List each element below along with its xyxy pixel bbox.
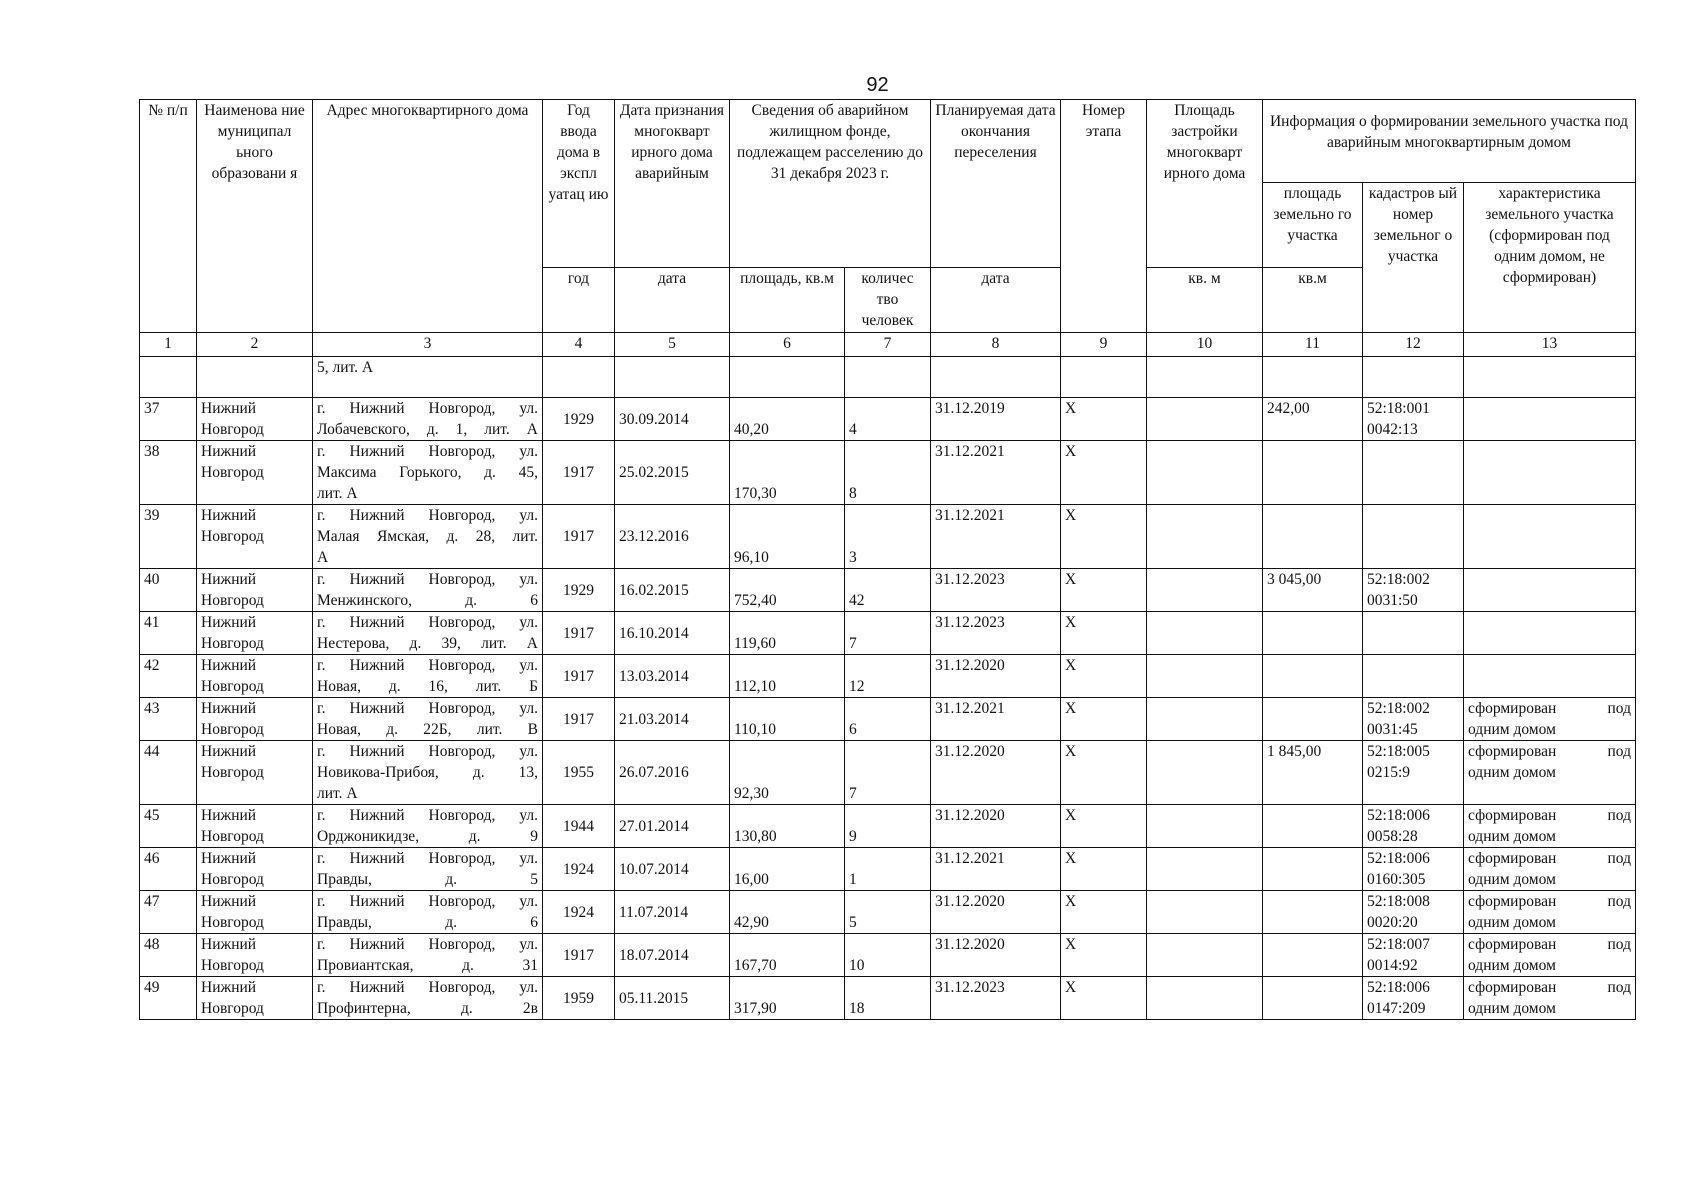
row-number: 48 [140,934,197,977]
header-num: № п/п [140,100,197,333]
header-land-characteristic: характеристика земельного участка (сформирован под одним домом, не сформирован) [1464,183,1636,333]
row-recognition-date: 16.10.2014 [615,612,730,655]
row-address: г. Нижний Новгород, ул. Максима Горького, д. 45, лит. А [313,441,543,505]
row-planned-date: 31.12.2020 [931,934,1061,977]
header-unit-year: год [543,268,615,333]
row-planned-date: 31.12.2019 [931,398,1061,441]
row-cadastral [1363,655,1464,698]
row-municipality: Нижний Новгород [197,655,313,698]
row-recognition-date: 13.03.2014 [615,655,730,698]
row-stage: Х [1061,398,1147,441]
header-planned-date: Планируемая дата окончания переселения [931,100,1061,268]
row-address: г. Нижний Новгород, ул. Новая, д. 22Б, лит. В [313,698,543,741]
table-row [140,441,1636,505]
row-built-area [1147,569,1263,612]
row-cadastral: 52:18:006 0058:28 [1363,805,1464,848]
row-cadastral [1363,441,1464,505]
row-recognition-date: 16.02.2015 [615,569,730,612]
row-municipality: Нижний Новгород [197,569,313,612]
row-year: 1959 [543,977,615,1020]
row-people: 4 [845,398,931,441]
row-people: 42 [845,569,931,612]
row-planned-date: 31.12.2021 [931,505,1061,569]
row-recognition-date: 05.11.2015 [615,977,730,1020]
row-municipality: Нижний Новгород [197,848,313,891]
row-stage: Х [1061,505,1147,569]
row-municipality: Нижний Новгород [197,805,313,848]
row-number: 43 [140,698,197,741]
row-land-characteristic: сформирован под одним домом [1464,977,1636,1020]
header-year: Год ввода дома в экспл уатац ию [543,100,615,268]
row-address: г. Нижний Новгород, ул. Правды, д. 5 [313,848,543,891]
row-land-characteristic [1464,398,1636,441]
row-built-area [1147,741,1263,805]
row-area: 16,00 [730,848,845,891]
table-row [140,505,1636,569]
row-stage: Х [1061,612,1147,655]
row-cadastral: 52:18:005 0215:9 [1363,741,1464,805]
row-year: 1929 [543,398,615,441]
row-year: 1955 [543,741,615,805]
row-municipality: Нижний Новгород [197,698,313,741]
row-land-characteristic: сформирован под одним домом [1464,891,1636,934]
row-cadastral: 52:18:008 0020:20 [1363,891,1464,934]
row-land-area [1263,848,1363,891]
row-number: 49 [140,977,197,1020]
column-number: 9 [1061,333,1147,357]
row-land-area: 242,00 [1263,398,1363,441]
row-stage: Х [1061,805,1147,848]
row-address: г. Нижний Новгород, ул. Новая, д. 16, лит. Б [313,655,543,698]
row-cadastral: 52:18:001 0042:13 [1363,398,1464,441]
row-number: 44 [140,741,197,805]
row-built-area [1147,977,1263,1020]
row-address: г. Нижний Новгород, ул. Менжинского, д. 6 [313,569,543,612]
row-built-area [1147,934,1263,977]
header-cadastral: кадастров ый номер земельног о участка [1363,183,1464,333]
row-municipality: Нижний Новгород [197,977,313,1020]
row-area: 317,90 [730,977,845,1020]
row-land-characteristic: сформирован под одним домом [1464,848,1636,891]
header-municipality: Наименова ние муниципал ьного образовани я [197,100,313,333]
row-cadastral: 52:18:002 0031:50 [1363,569,1464,612]
row-land-characteristic [1464,655,1636,698]
column-number: 12 [1363,333,1464,357]
row-address: г. Нижний Новгород, ул. Лобачевского, д. 1, лит. А [313,398,543,441]
table-row [140,612,1636,655]
row-recognition-date: 25.02.2015 [615,441,730,505]
row-planned-date: 31.12.2023 [931,977,1061,1020]
page-number: 92 [866,74,889,96]
header-unit-date: дата [615,268,730,333]
row-land-characteristic: сформирован под одним домом [1464,934,1636,977]
row-area: 40,20 [730,398,845,441]
row-stage: Х [1061,698,1147,741]
table-row [140,698,1636,741]
row-recognition-date: 18.07.2014 [615,934,730,977]
row-recognition-date: 30.09.2014 [615,398,730,441]
table-row [140,655,1636,698]
header-stage: Номер этапа [1061,100,1147,333]
row-year: 1924 [543,848,615,891]
row-area: 92,30 [730,741,845,805]
row-cadastral [1363,505,1464,569]
row-recognition-date: 21.03.2014 [615,698,730,741]
row-stage: Х [1061,891,1147,934]
header-land-info: Информация о формировании земельного участка под аварийным многоквартирным домом [1263,100,1636,183]
table-row [140,569,1636,612]
row-people: 18 [845,977,931,1020]
row-planned-date: 31.12.2023 [931,612,1061,655]
row-year: 1929 [543,569,615,612]
row-area: 752,40 [730,569,845,612]
row-cadastral: 52:18:006 0147:209 [1363,977,1464,1020]
row-planned-date: 31.12.2021 [931,698,1061,741]
header-recognition-date: Дата признания многокварт ирного дома аварийным [615,100,730,268]
table-row [140,805,1636,848]
row-land-characteristic: сформирован под одним домом [1464,805,1636,848]
row-address: г. Нижний Новгород, ул. Провиантская, д. 31 [313,934,543,977]
column-number: 13 [1464,333,1636,357]
row-number: 39 [140,505,197,569]
row-built-area [1147,441,1263,505]
column-number: 1 [140,333,197,357]
row-year: 1917 [543,655,615,698]
row-stage: Х [1061,741,1147,805]
row-stage: Х [1061,569,1147,612]
header-unit-area: площадь, кв.м [730,268,845,333]
row-land-area [1263,698,1363,741]
row-built-area [1147,612,1263,655]
row-stage: Х [1061,848,1147,891]
row-stage: Х [1061,977,1147,1020]
row-municipality: Нижний Новгород [197,612,313,655]
row-land-area [1263,977,1363,1020]
row-land-area [1263,441,1363,505]
column-number: 5 [615,333,730,357]
row-number: 38 [140,441,197,505]
row-people: 7 [845,612,931,655]
row-people: 9 [845,805,931,848]
row-recognition-date: 27.01.2014 [615,805,730,848]
row-planned-date: 31.12.2020 [931,805,1061,848]
row-stage: Х [1061,934,1147,977]
row-cadastral [1363,612,1464,655]
table-row [140,977,1636,1020]
row-land-characteristic [1464,612,1636,655]
row-land-characteristic: сформирован под одним домом [1464,698,1636,741]
row-built-area [1147,505,1263,569]
row-built-area [1147,891,1263,934]
row-number: 42 [140,655,197,698]
continuation-address: 5, лит. А [313,357,543,398]
header-fund-info: Сведения об аварийном жилищном фонде, подлежащем расселению до 31 декабря 2023 г. [730,100,931,268]
row-recognition-date: 26.07.2016 [615,741,730,805]
row-people: 5 [845,891,931,934]
column-number: 4 [543,333,615,357]
row-area: 42,90 [730,891,845,934]
row-municipality: Нижний Новгород [197,741,313,805]
row-number: 47 [140,891,197,934]
column-number: 8 [931,333,1061,357]
row-number: 46 [140,848,197,891]
row-address: г. Нижний Новгород, ул. Орджоникидзе, д. 9 [313,805,543,848]
row-people: 10 [845,934,931,977]
row-cadastral: 52:18:006 0160:305 [1363,848,1464,891]
column-number-row [140,333,1636,357]
row-year: 1924 [543,891,615,934]
row-year: 1917 [543,441,615,505]
header-built-area: Площадь застройки многокварт ирного дома [1147,100,1263,268]
column-number: 6 [730,333,845,357]
row-planned-date: 31.12.2020 [931,741,1061,805]
row-built-area [1147,698,1263,741]
row-address: г. Нижний Новгород, ул. Малая Ямская, д. 28, лит. А [313,505,543,569]
row-land-area: 3 045,00 [1263,569,1363,612]
row-year: 1917 [543,698,615,741]
row-built-area [1147,655,1263,698]
column-number: 3 [313,333,543,357]
row-area: 119,60 [730,612,845,655]
table-row [140,934,1636,977]
row-year: 1917 [543,505,615,569]
row-number: 45 [140,805,197,848]
header-unit-built-area: кв. м [1147,268,1263,333]
row-land-area [1263,934,1363,977]
row-number: 40 [140,569,197,612]
row-address: г. Нижний Новгород, ул. Профинтерна, д. 2в [313,977,543,1020]
header-unit-land-area: кв.м [1263,268,1363,333]
row-land-area [1263,805,1363,848]
row-area: 112,10 [730,655,845,698]
header-unit-people: количес тво человек [845,268,931,333]
continuation-row [140,357,1636,398]
row-land-area [1263,891,1363,934]
row-land-characteristic: сформирован под одним домом [1464,741,1636,805]
row-municipality: Нижний Новгород [197,441,313,505]
row-people: 12 [845,655,931,698]
header-land-area: площадь земельно го участка [1263,183,1363,268]
column-number: 11 [1263,333,1363,357]
row-number: 37 [140,398,197,441]
row-planned-date: 31.12.2020 [931,891,1061,934]
row-land-area [1263,655,1363,698]
emergency-housing-table [139,99,1636,1020]
row-land-area [1263,612,1363,655]
data-rows [140,398,1636,1020]
row-address: г. Нижний Новгород, ул. Правды, д. 6 [313,891,543,934]
header-unit-planned-date: дата [931,268,1061,333]
row-land-characteristic [1464,505,1636,569]
row-land-characteristic [1464,569,1636,612]
row-cadastral: 52:18:007 0014:92 [1363,934,1464,977]
table-row [140,848,1636,891]
column-number: 2 [197,333,313,357]
row-people: 8 [845,441,931,505]
row-recognition-date: 11.07.2014 [615,891,730,934]
table-row [140,741,1636,805]
row-land-area: 1 845,00 [1263,741,1363,805]
row-planned-date: 31.12.2021 [931,441,1061,505]
row-address: г. Нижний Новгород, ул. Нестерова, д. 39, лит. А [313,612,543,655]
table-row [140,891,1636,934]
table-row [140,398,1636,441]
row-land-characteristic [1464,441,1636,505]
row-area: 96,10 [730,505,845,569]
row-municipality: Нижний Новгород [197,934,313,977]
row-planned-date: 31.12.2023 [931,569,1061,612]
row-land-area [1263,505,1363,569]
row-cadastral: 52:18:002 0031:45 [1363,698,1464,741]
row-year: 1917 [543,612,615,655]
row-area: 170,30 [730,441,845,505]
row-area: 167,70 [730,934,845,977]
row-stage: Х [1061,655,1147,698]
header-address: Адрес многоквартирного дома [313,100,543,333]
row-municipality: Нижний Новгород [197,398,313,441]
row-stage: Х [1061,441,1147,505]
row-people: 7 [845,741,931,805]
column-number: 7 [845,333,931,357]
row-built-area [1147,398,1263,441]
row-planned-date: 31.12.2021 [931,848,1061,891]
row-municipality: Нижний Новгород [197,891,313,934]
row-year: 1944 [543,805,615,848]
column-number: 10 [1147,333,1263,357]
row-municipality: Нижний Новгород [197,505,313,569]
row-built-area [1147,805,1263,848]
row-area: 130,80 [730,805,845,848]
row-planned-date: 31.12.2020 [931,655,1061,698]
row-people: 1 [845,848,931,891]
row-area: 110,10 [730,698,845,741]
row-people: 6 [845,698,931,741]
row-built-area [1147,848,1263,891]
row-recognition-date: 10.07.2014 [615,848,730,891]
row-address: г. Нижний Новгород, ул. Новикова-Прибоя, д. 13, лит. А [313,741,543,805]
row-people: 3 [845,505,931,569]
row-number: 41 [140,612,197,655]
row-year: 1917 [543,934,615,977]
row-recognition-date: 23.12.2016 [615,505,730,569]
